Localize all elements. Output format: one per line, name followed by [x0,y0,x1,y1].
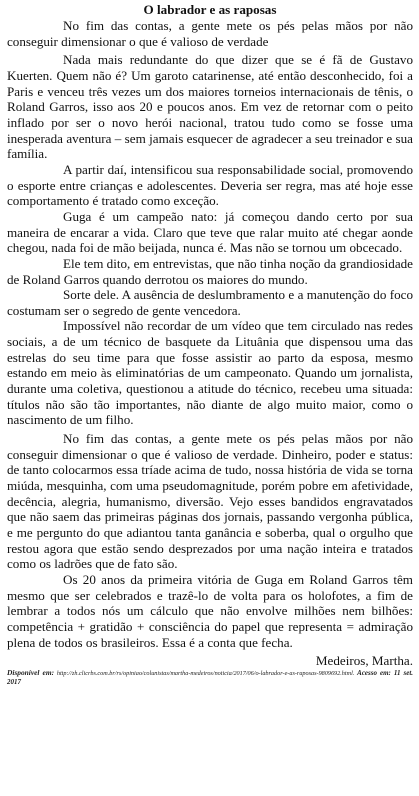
article-paragraph-4: Ele tem dito, em entrevistas, que não tinha noção da grandiosidade de Roland Garros quando derrotou os maiores do mundo. [7,255,413,287]
source-label: Disponível em: [7,667,55,677]
article-subtitle: No fim das contas, a gente mete os pés pelas mãos por não conseguir dimensionar o que é valioso de verdade [7,18,413,49]
article-paragraph-8: Os 20 anos da primeira vitória de Guga em Roland Garros têm mesmo que ser celebrados e trazê-lo de volta para os holofotes, a fim de lembrar a todos nós um cálculo que não envolve milhões nem bilhões: competência + gratidão + consciência do papel que representa = admiração plena de todos os brasileiros. Essa é a conta que fecha. [7,571,413,650]
article-paragraph-1: Nada mais redundante do que dizer que se é fã de Gustavo Kuerten. Quem não é? Um garoto catarinense, até então desconhecido, foi a Paris e venceu três vezes um dos maiores torneios internacionais de tênis, o Roland Garros, isso aos 20 e poucos anos. Em vez de retornar com o peito inflado por ser o novo herói nacional, tratou tudo como se fosse uma inesperada aventura – sem jamais esquecer de agradecer a seu treinador e sua família. [7,52,413,162]
source-citation: Disponível em: http://zh.clicrbs.com.br/rs/opiniao/colunistas/martha-medeiros/noticia/2017/06/o-labrador-e-as-raposas-9809692.html. Acesso em: 11 set. 2017 [7,667,414,686]
article-paragraph-7: No fim das contas, a gente mete os pés pelas mãos por não conseguir dimensionar o que é valioso de verdade. Dinheiro, poder e status: de tanto colocarmos essa tríade acima de tudo, nossa história de vida se torna miúda, mesquinha, com uma pseudomagnitude, porém pobre em afetividade, decência, alegria, humanismo, diversão. Vejo esses bandidos engravatados que não saem das primeiras páginas dos jornais, passando vergonha pública, e me pergunto do que adiantou tanta ganância e soberba, qual o orgulho que restou agora que estão sendo desprezados por uma nação inteira e tratados como os ladrões que de fato são. [7,431,413,572]
article-paragraph-2: A partir daí, intensificou sua responsabilidade social, promovendo o esporte entre crianças e adolescentes. Deveria ser regra, mas até hoje esse comportamento é tratado como exceção. [7,161,413,209]
article-author: Medeiros, Martha. [315,653,413,669]
article-paragraph-6: Impossível não recordar de um vídeo que tem circulado nas redes sociais, a de um técnico de basquete da Lituânia que dispensou uma das estrelas do seu time para que fosse assistir ao parto da esposa, mesmo estando em meio às eliminatórias de um campeonato. Quando um jornalista, durante uma coletiva, questionou a atitude do técnico, recebeu uma situada: títulos não são tão importantes, não diante de algo muito maior, como o nascimento de um filho. [7,318,413,428]
source-access-date: Acesso em: 11 set. 2017 [7,668,414,686]
article-paragraph-5: Sorte dele. A ausência de deslumbramento e a manutenção do foco costumam ser o segredo de gente vencedora. [7,287,413,318]
source-url-link[interactable]: http://zh.clicrbs.com.br/rs/opiniao/colunistas/martha-medeiros/noticia/2017/06/o-labrador-e-as-raposas-9809692.html [56,669,353,677]
article-title: O labrador e as raposas [143,2,277,17]
article-paragraph-3: Guga é um campeão nato: já começou dando certo por sua maneira de encarar a vida. Claro que teve que ralar muito até chegar aonde chegou, nada foi de mão beijada, nunca é. Mas não se tornou um obcecado. [7,208,413,256]
